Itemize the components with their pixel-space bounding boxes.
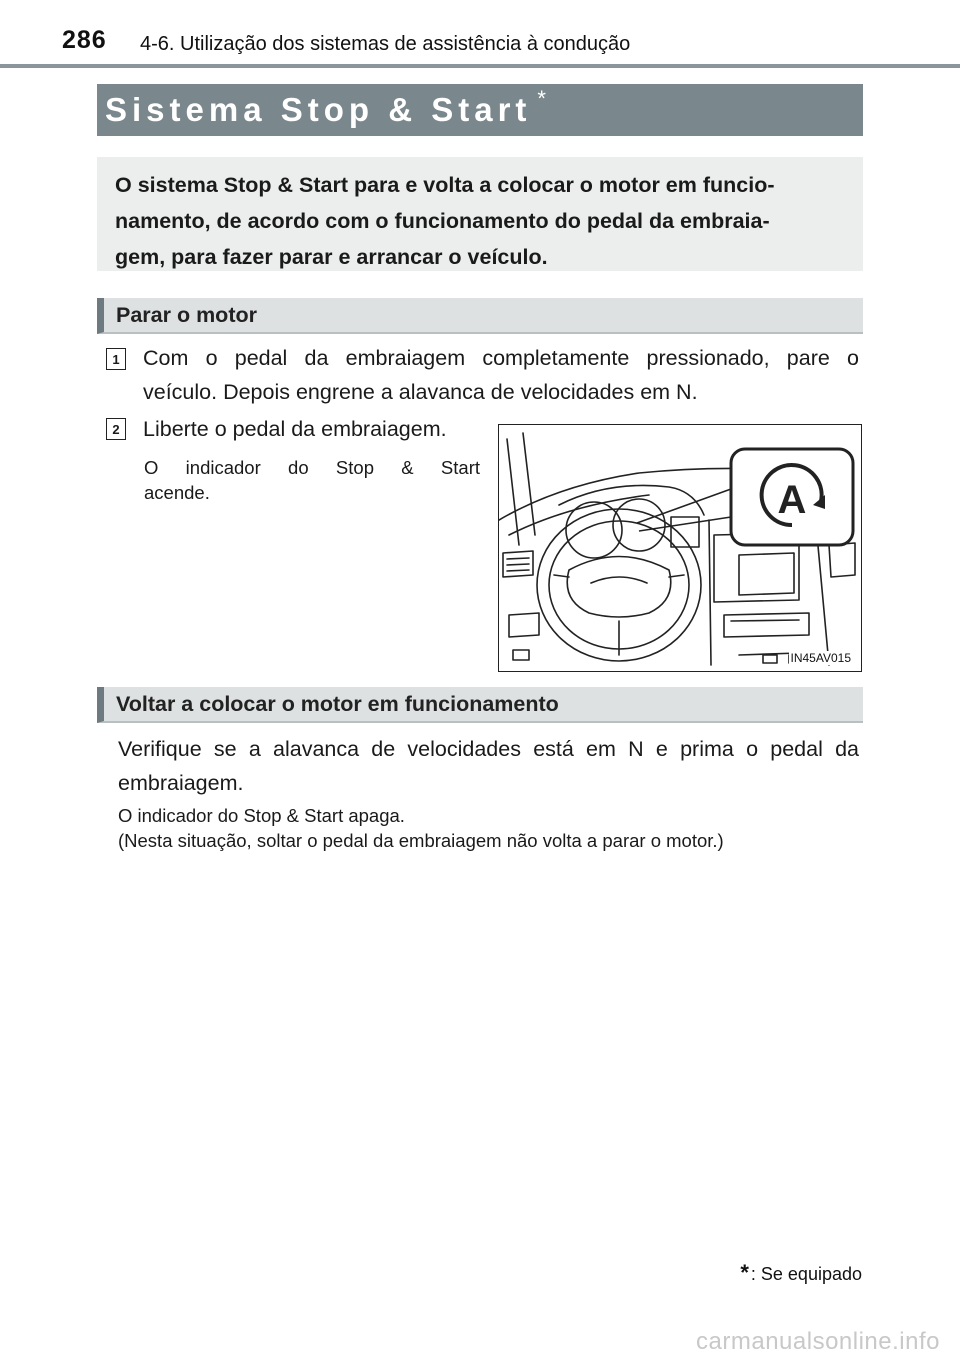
note-line: (Nesta situação, soltar o pedal da embraiagem não volta a parar o motor.) [118, 830, 724, 851]
intro-line: gem, para fazer parar e arrancar o veículo. [115, 245, 548, 269]
restart-text [118, 732, 859, 800]
intro-line: namento, de acordo com o funcionamento do pedal da embraia- [115, 209, 770, 233]
note-line: acende. [144, 482, 210, 503]
section-banner [97, 84, 863, 136]
subheading-restart-engine: Voltar a colocar o motor em funcionamento [97, 687, 863, 723]
restart-line: embraiagem. [118, 771, 244, 795]
dashboard-illustration [498, 424, 862, 672]
intro-line: O sistema Stop & Start para e volta a colocar o motor em funcio- [115, 173, 775, 197]
asterisk-icon: * [740, 1260, 749, 1285]
asterisk-icon: * [537, 86, 546, 111]
dashboard-drawing [499, 425, 861, 671]
step-number: 1 [106, 348, 126, 370]
step-text: Liberte o pedal da embraiagem. [143, 417, 447, 441]
footnote [740, 1260, 862, 1286]
step-note [144, 455, 480, 505]
figure-code: IN45AV015 [790, 651, 851, 665]
step-number: 2 [106, 418, 126, 440]
restart-line: Verifique se a alavanca de velocidades está em N e prima o pedal da [118, 737, 859, 761]
subheading-stop-engine: Parar o motor [97, 298, 863, 334]
step-line: veículo. Depois engrene a alavanca de velocidades em N. [143, 380, 698, 404]
section-title: Sistema Stop & Start [105, 91, 532, 128]
footnote-text: : Se equipado [750, 1264, 862, 1284]
chapter-title: 4-6. Utilização dos sistemas de assistência à condução [140, 33, 631, 55]
intro-box [97, 157, 863, 271]
restart-note [118, 803, 863, 853]
header-rule [0, 64, 960, 68]
note-line: O indicador do Stop & Start apaga. [118, 805, 405, 826]
step-line: Com o pedal da embraiagem completamente pressionado, pare o [143, 346, 859, 370]
note-line: O indicador do Stop & Start [144, 457, 480, 478]
step-text [143, 341, 859, 409]
watermark: carmanualsonline.info [696, 1328, 940, 1355]
callout-letter: A [777, 478, 807, 522]
page-number: 286 [62, 26, 107, 54]
